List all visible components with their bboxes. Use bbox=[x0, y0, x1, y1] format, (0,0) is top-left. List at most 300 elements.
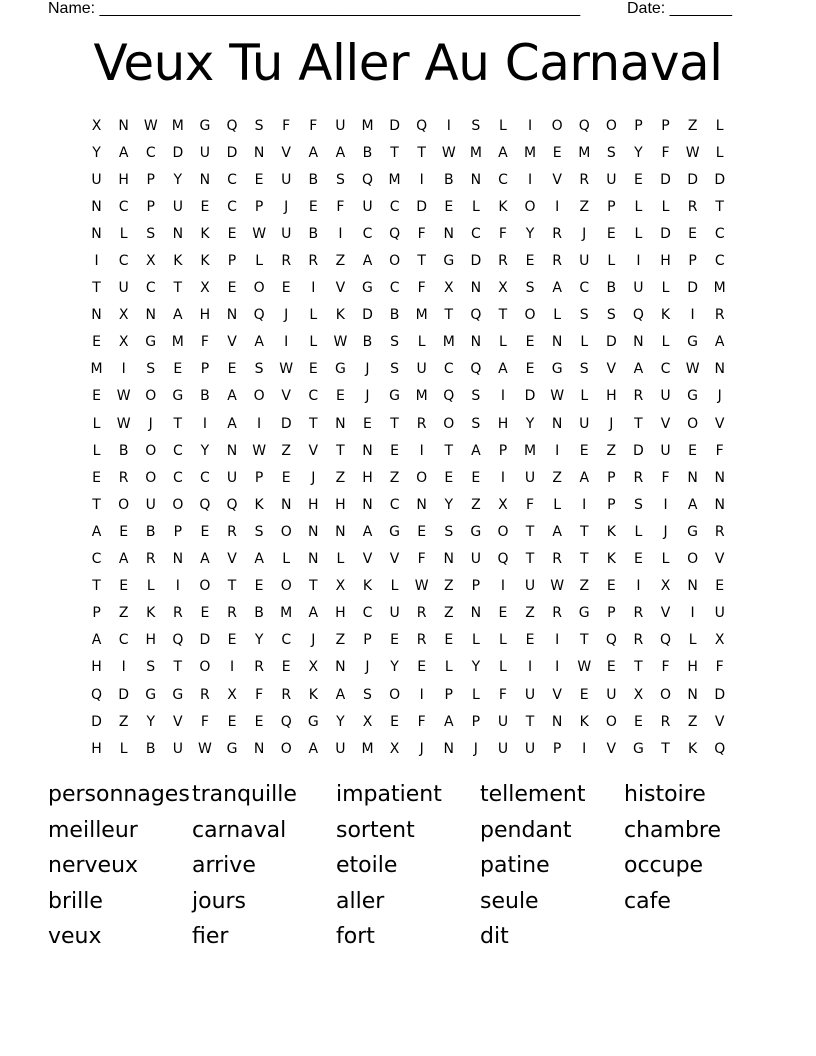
grid-letter: U bbox=[633, 280, 644, 297]
grid-letter: D bbox=[714, 686, 726, 703]
grid-letter: M bbox=[415, 307, 428, 324]
grid-letter: R bbox=[145, 551, 156, 568]
word-list-item: cafe bbox=[624, 888, 671, 914]
grid-letter: S bbox=[254, 361, 264, 378]
grid-letter: I bbox=[284, 334, 289, 351]
grid-letter: E bbox=[525, 632, 535, 649]
grid-letter: C bbox=[118, 632, 129, 649]
grid-letter: N bbox=[172, 551, 184, 568]
grid-letter: I bbox=[555, 632, 560, 649]
grid-letter: N bbox=[362, 496, 373, 513]
grid-letter: L bbox=[499, 632, 507, 649]
grid-letter: G bbox=[172, 388, 184, 405]
grid-letter: E bbox=[254, 578, 264, 595]
grid-letter: Q bbox=[497, 551, 509, 568]
grid-letter: U bbox=[281, 225, 292, 242]
grid-letter: X bbox=[227, 686, 237, 703]
grid-letter: B bbox=[254, 605, 264, 622]
grid-letter: L bbox=[92, 442, 101, 459]
word-list-item: veux bbox=[48, 924, 102, 950]
grid-letter: R bbox=[633, 388, 644, 405]
grid-letter: G bbox=[687, 523, 699, 540]
grid-letter: D bbox=[470, 253, 482, 270]
grid-letter: W bbox=[685, 144, 700, 161]
grid-letter: Y bbox=[634, 144, 643, 161]
grid-letter: O bbox=[145, 469, 157, 486]
grid-letter: M bbox=[361, 117, 374, 134]
grid-letter: E bbox=[525, 334, 535, 351]
grid-letter: Z bbox=[118, 605, 129, 622]
grid-letter: N bbox=[416, 496, 427, 513]
grid-letter: P bbox=[552, 740, 562, 757]
grid-letter: E bbox=[281, 659, 291, 676]
grid-letter: M bbox=[361, 740, 374, 757]
grid-letter: L bbox=[661, 280, 670, 297]
grid-letter: L bbox=[282, 551, 291, 568]
grid-letter: O bbox=[389, 253, 401, 270]
grid-letter: P bbox=[173, 523, 183, 540]
grid-letter: P bbox=[634, 117, 643, 134]
grid-letter: Y bbox=[173, 171, 183, 188]
grid-letter: B bbox=[362, 334, 373, 351]
grid-letter: D bbox=[226, 144, 238, 161]
word-list bbox=[48, 777, 768, 955]
grid-letter: T bbox=[579, 632, 589, 649]
grid-letter: V bbox=[660, 605, 671, 622]
grid-letter: N bbox=[470, 171, 482, 188]
grid-letter: G bbox=[551, 361, 563, 378]
grid-letter: R bbox=[633, 605, 644, 622]
grid-letter: Q bbox=[470, 307, 482, 324]
grid-letter: Z bbox=[335, 469, 346, 486]
grid-letter: H bbox=[335, 605, 346, 622]
grid-letter: U bbox=[226, 469, 238, 486]
grid-letter: A bbox=[308, 605, 319, 622]
grid-letter: X bbox=[91, 117, 102, 134]
grid-letter: U bbox=[145, 496, 156, 513]
grid-letter: I bbox=[582, 740, 587, 757]
grid-letter: G bbox=[362, 280, 373, 297]
grid-letter: F bbox=[661, 659, 670, 676]
grid-letter: W bbox=[441, 144, 456, 161]
grid-letter: X bbox=[498, 280, 508, 297]
grid-letter: J bbox=[609, 415, 614, 432]
grid-letter: K bbox=[200, 225, 210, 242]
grid-letter: D bbox=[660, 171, 671, 188]
grid-letter: Q bbox=[91, 686, 103, 703]
grid-letter: W bbox=[414, 578, 429, 595]
grid-letter: N bbox=[253, 144, 265, 161]
grid-letter: E bbox=[606, 578, 616, 595]
grid-letter: I bbox=[690, 307, 695, 324]
grid-letter: I bbox=[94, 253, 99, 270]
grid-letter: U bbox=[579, 415, 590, 432]
grid-letter: K bbox=[308, 686, 318, 703]
grid-letter: G bbox=[389, 523, 400, 540]
grid-letter: C bbox=[714, 253, 725, 270]
grid-letter: Z bbox=[525, 605, 535, 622]
grid-letter: L bbox=[715, 117, 724, 134]
grid-letter: O bbox=[145, 442, 157, 459]
grid-letter: T bbox=[525, 713, 535, 730]
grid-letter: A bbox=[200, 551, 210, 568]
grid-letter: B bbox=[145, 740, 156, 757]
grid-letter: N bbox=[335, 523, 346, 540]
grid-letter: B bbox=[308, 171, 319, 188]
grid-letter: E bbox=[281, 280, 291, 297]
grid-letter: A bbox=[362, 523, 373, 540]
grid-letter: P bbox=[661, 117, 670, 134]
grid-letter: M bbox=[713, 280, 726, 297]
grid-letter: G bbox=[307, 713, 319, 730]
grid-letter: L bbox=[661, 551, 670, 568]
grid-letter: U bbox=[524, 686, 536, 703]
grid-letter: V bbox=[362, 551, 373, 568]
grid-letter: Q bbox=[416, 117, 428, 134]
word-list-item: jours bbox=[192, 888, 247, 914]
grid-letter: S bbox=[254, 117, 264, 134]
grid-letter: H bbox=[660, 253, 671, 270]
word-list-item: aller bbox=[336, 888, 385, 914]
grid-letter: S bbox=[335, 171, 345, 188]
grid-letter: C bbox=[498, 171, 508, 188]
grid-letter: C bbox=[470, 225, 481, 242]
grid-letter: I bbox=[311, 280, 316, 297]
grid-letter: H bbox=[606, 388, 617, 405]
grid-letter: D bbox=[389, 117, 400, 134]
grid-letter: U bbox=[118, 280, 129, 297]
word-list-item: dit bbox=[480, 924, 509, 950]
grid-letter: W bbox=[685, 361, 700, 378]
grid-letter: R bbox=[254, 659, 264, 676]
grid-letter: U bbox=[660, 388, 671, 405]
grid-letter: G bbox=[687, 388, 699, 405]
grid-letter: Q bbox=[389, 225, 401, 242]
grid-letter: E bbox=[417, 659, 427, 676]
grid-letter: R bbox=[552, 551, 562, 568]
grid-letter: F bbox=[255, 686, 264, 703]
grid-letter: E bbox=[498, 605, 508, 622]
grid-letter: N bbox=[714, 496, 725, 513]
grid-letter: O bbox=[551, 117, 563, 134]
grid-letter: O bbox=[524, 198, 536, 215]
grid-letter: L bbox=[715, 144, 724, 161]
grid-letter: A bbox=[308, 740, 319, 757]
grid-letter: G bbox=[145, 686, 157, 703]
grid-letter: E bbox=[444, 198, 454, 215]
grid-letter: E bbox=[254, 171, 264, 188]
grid-letter: N bbox=[687, 686, 698, 703]
grid-letter: L bbox=[146, 578, 155, 595]
grid-letter: P bbox=[146, 171, 155, 188]
grid-letter: N bbox=[551, 334, 563, 351]
grid-letter: E bbox=[633, 551, 643, 568]
grid-letter: T bbox=[92, 496, 101, 513]
grid-letter: F bbox=[417, 280, 426, 297]
grid-letter: R bbox=[687, 198, 698, 215]
grid-letter: B bbox=[200, 388, 210, 405]
grid-letter: T bbox=[390, 415, 399, 432]
word-list-item: fort bbox=[336, 924, 375, 950]
grid-letter: L bbox=[634, 225, 643, 242]
grid-letter: S bbox=[146, 659, 156, 676]
grid-letter: T bbox=[173, 659, 183, 676]
grid-letter: U bbox=[524, 740, 536, 757]
grid-letter: T bbox=[525, 551, 535, 568]
word-list-item: brille bbox=[48, 888, 103, 914]
grid-letter: E bbox=[525, 361, 535, 378]
letter-grid bbox=[83, 112, 733, 762]
grid-letter: A bbox=[254, 551, 264, 568]
grid-letter: L bbox=[309, 334, 318, 351]
grid-letter: X bbox=[118, 307, 129, 324]
grid-letter: N bbox=[714, 361, 725, 378]
grid-letter: E bbox=[92, 334, 101, 351]
grid-letter: U bbox=[524, 469, 536, 486]
grid-letter: J bbox=[148, 415, 153, 432]
grid-letter: O bbox=[687, 415, 699, 432]
grid-letter: O bbox=[660, 686, 672, 703]
grid-letter: B bbox=[443, 171, 454, 188]
grid-letter: L bbox=[634, 198, 643, 215]
grid-letter: I bbox=[636, 578, 641, 595]
grid-letter: D bbox=[660, 225, 671, 242]
grid-letter: S bbox=[525, 280, 535, 297]
grid-letter: F bbox=[498, 225, 507, 242]
grid-letter: K bbox=[200, 253, 210, 270]
grid-letter: N bbox=[687, 578, 698, 595]
grid-letter: T bbox=[498, 307, 508, 324]
grid-letter: U bbox=[199, 144, 211, 161]
grid-letter: V bbox=[308, 442, 319, 459]
grid-letter: E bbox=[92, 388, 101, 405]
grid-letter: D bbox=[714, 171, 726, 188]
grid-letter: E bbox=[227, 225, 237, 242]
grid-letter: H bbox=[308, 496, 319, 513]
grid-letter: E bbox=[200, 198, 210, 215]
grid-letter: J bbox=[311, 469, 316, 486]
grid-letter: A bbox=[687, 496, 698, 513]
grid-letter: J bbox=[419, 740, 424, 757]
grid-letter: U bbox=[362, 198, 373, 215]
grid-letter: N bbox=[308, 551, 319, 568]
grid-letter: T bbox=[390, 144, 399, 161]
grid-letter: N bbox=[470, 605, 482, 622]
grid-letter: Y bbox=[525, 415, 535, 432]
word-list-item: nerveux bbox=[48, 853, 139, 879]
grid-letter: U bbox=[172, 198, 183, 215]
grid-letter: G bbox=[632, 740, 644, 757]
grid-letter: T bbox=[227, 578, 237, 595]
grid-letter: K bbox=[579, 713, 589, 730]
grid-letter: W bbox=[143, 117, 158, 134]
grid-letter: T bbox=[417, 144, 426, 161]
grid-letter: Q bbox=[443, 388, 455, 405]
grid-letter: Q bbox=[632, 307, 644, 324]
grid-letter: T bbox=[309, 578, 318, 595]
grid-letter: C bbox=[389, 280, 400, 297]
grid-letter: E bbox=[606, 659, 616, 676]
grid-letter: E bbox=[227, 713, 237, 730]
grid-letter: R bbox=[416, 415, 427, 432]
grid-letter: U bbox=[470, 551, 481, 568]
grid-letter: I bbox=[500, 388, 506, 405]
grid-letter: N bbox=[91, 225, 102, 242]
grid-letter: R bbox=[281, 686, 292, 703]
grid-letter: E bbox=[525, 253, 535, 270]
grid-letter: W bbox=[550, 578, 565, 595]
grid-letter: V bbox=[227, 551, 237, 568]
grid-letter: P bbox=[471, 578, 481, 595]
grid-letter: E bbox=[417, 523, 427, 540]
grid-letter: I bbox=[527, 117, 533, 134]
grid-letter: V bbox=[227, 334, 237, 351]
header bbox=[48, 0, 748, 20]
grid-letter: N bbox=[335, 659, 346, 676]
grid-letter: A bbox=[552, 523, 562, 540]
grid-letter: Z bbox=[687, 713, 698, 730]
grid-letter: O bbox=[497, 523, 509, 540]
grid-letter: A bbox=[118, 144, 129, 161]
grid-letter: W bbox=[333, 334, 348, 351]
grid-letter: R bbox=[633, 469, 644, 486]
grid-letter: E bbox=[390, 442, 399, 459]
grid-letter: B bbox=[145, 523, 156, 540]
grid-letter: I bbox=[527, 171, 533, 188]
grid-letter: A bbox=[633, 361, 644, 378]
grid-letter: T bbox=[417, 253, 426, 270]
grid-letter: Y bbox=[92, 144, 101, 161]
grid-letter: J bbox=[365, 388, 370, 405]
grid-letter: I bbox=[121, 361, 126, 378]
grid-letter: G bbox=[389, 388, 400, 405]
grid-letter: D bbox=[91, 713, 102, 730]
grid-letter: E bbox=[579, 686, 589, 703]
grid-letter: Z bbox=[335, 253, 346, 270]
grid-letter: A bbox=[118, 551, 129, 568]
grid-letter: C bbox=[91, 551, 102, 568]
grid-letter: F bbox=[715, 442, 724, 459]
grid-letter: R bbox=[416, 605, 427, 622]
grid-letter: E bbox=[471, 469, 481, 486]
grid-letter: D bbox=[280, 415, 292, 432]
grid-letter: O bbox=[687, 551, 699, 568]
grid-letter: O bbox=[199, 659, 211, 676]
grid-letter: W bbox=[116, 415, 131, 432]
grid-letter: F bbox=[661, 144, 670, 161]
grid-letter: L bbox=[688, 632, 697, 649]
grid-letter: S bbox=[579, 361, 589, 378]
grid-letter: B bbox=[118, 442, 129, 459]
grid-letter: F bbox=[498, 686, 507, 703]
grid-letter: N bbox=[226, 307, 238, 324]
grid-letter: O bbox=[605, 713, 617, 730]
grid-letter: Z bbox=[389, 469, 400, 486]
grid-letter: R bbox=[552, 253, 562, 270]
grid-letter: I bbox=[419, 686, 424, 703]
grid-letter: I bbox=[500, 578, 506, 595]
grid-letter: R bbox=[118, 469, 129, 486]
grid-letter: N bbox=[443, 225, 454, 242]
grid-letter: R bbox=[633, 632, 644, 649]
grid-letter: L bbox=[417, 334, 426, 351]
grid-letter: U bbox=[281, 171, 292, 188]
grid-letter: E bbox=[308, 198, 318, 215]
grid-letter: R bbox=[660, 713, 671, 730]
grid-letter: N bbox=[551, 415, 563, 432]
grid-letter: R bbox=[714, 523, 725, 540]
grid-letter: N bbox=[551, 713, 563, 730]
grid-letter: L bbox=[553, 307, 562, 324]
grid-letter: L bbox=[471, 686, 480, 703]
grid-letter: C bbox=[308, 388, 319, 405]
grid-letter: E bbox=[92, 469, 101, 486]
grid-letter: K bbox=[362, 578, 373, 595]
grid-letter: Q bbox=[253, 307, 265, 324]
grid-letter: X bbox=[335, 578, 346, 595]
grid-letter: I bbox=[555, 198, 560, 215]
name-field-label: Name: ______________________________________________________ bbox=[48, 0, 581, 17]
grid-letter: Q bbox=[280, 713, 292, 730]
grid-letter: R bbox=[227, 523, 237, 540]
grid-letter: T bbox=[579, 551, 589, 568]
grid-letter: X bbox=[498, 496, 508, 513]
grid-letter: I bbox=[582, 496, 587, 513]
grid-letter: E bbox=[444, 469, 454, 486]
grid-letter: J bbox=[284, 198, 289, 215]
grid-letter: F bbox=[417, 713, 426, 730]
grid-letter: J bbox=[473, 740, 478, 757]
grid-letter: V bbox=[552, 686, 562, 703]
grid-letter: H bbox=[362, 469, 373, 486]
grid-letter: N bbox=[199, 171, 211, 188]
grid-letter: W bbox=[577, 659, 592, 676]
grid-letter: C bbox=[389, 198, 400, 215]
grid-letter: G bbox=[470, 523, 482, 540]
grid-letter: E bbox=[688, 225, 698, 242]
grid-letter: T bbox=[634, 659, 643, 676]
grid-letter: C bbox=[579, 280, 590, 297]
grid-letter: D bbox=[118, 686, 130, 703]
grid-letter: P bbox=[363, 632, 372, 649]
grid-letter: X bbox=[660, 578, 671, 595]
grid-letter: D bbox=[416, 198, 428, 215]
word-list-item: patine bbox=[480, 853, 550, 879]
grid-letter: D bbox=[172, 144, 184, 161]
grid-letter: H bbox=[497, 415, 509, 432]
grid-letter: L bbox=[499, 659, 507, 676]
grid-letter: E bbox=[227, 280, 237, 297]
grid-letter: M bbox=[415, 388, 428, 405]
grid-letter: G bbox=[578, 605, 590, 622]
grid-letter: V bbox=[606, 740, 617, 757]
grid-letter: O bbox=[118, 496, 130, 513]
word-list-item: pendant bbox=[480, 817, 572, 843]
grid-letter: M bbox=[578, 144, 591, 161]
grid-letter: E bbox=[715, 578, 725, 595]
grid-letter: E bbox=[552, 144, 562, 161]
grid-letter: R bbox=[281, 253, 292, 270]
grid-letter: X bbox=[633, 686, 644, 703]
grid-letter: Z bbox=[335, 632, 346, 649]
grid-letter: L bbox=[119, 225, 128, 242]
grid-letter: X bbox=[200, 280, 210, 297]
grid-letter: L bbox=[309, 307, 318, 324]
grid-letter: H bbox=[145, 632, 156, 649]
grid-letter: K bbox=[173, 253, 183, 270]
grid-letter: U bbox=[497, 713, 509, 730]
grid-letter: G bbox=[226, 740, 238, 757]
